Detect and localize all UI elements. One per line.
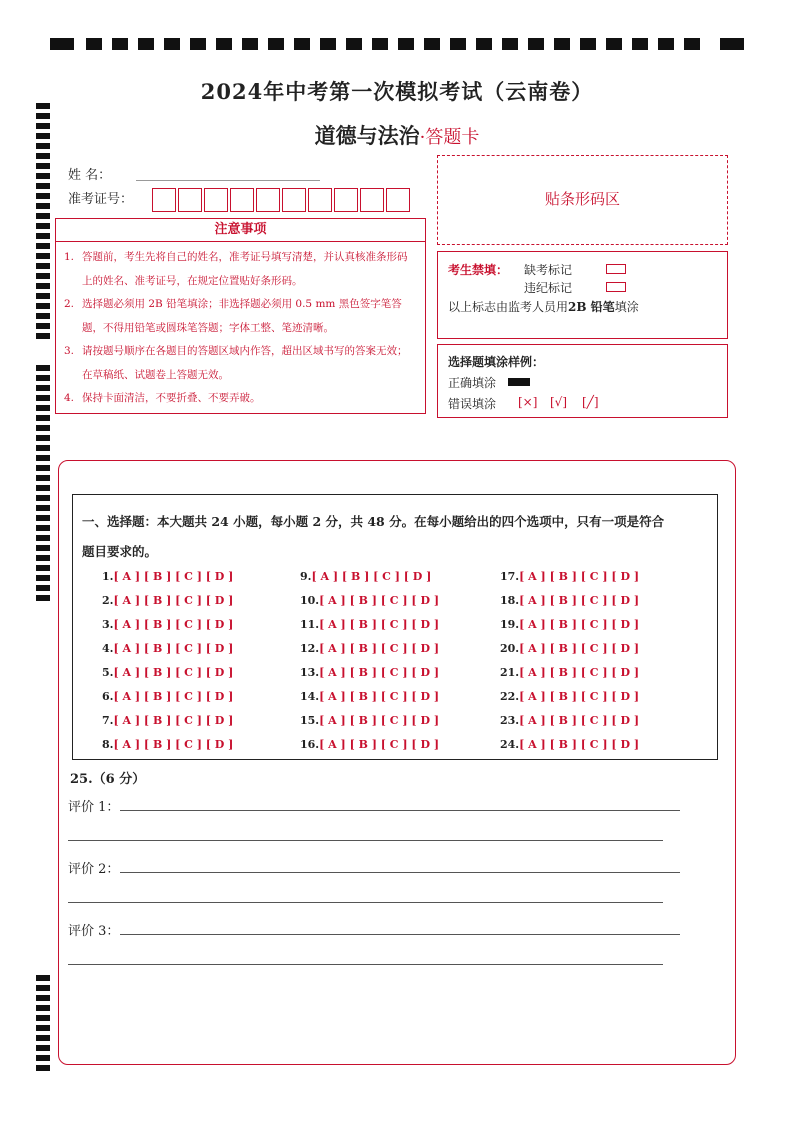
side-timing-mark — [36, 385, 50, 391]
answer-card-label: ·答题卡 — [419, 127, 480, 148]
side-timing-mark — [36, 455, 50, 461]
answer-options[interactable]: [ A ] [ B ] [ C ] [ D ] — [113, 738, 234, 751]
examiner-only-panel — [437, 251, 728, 339]
answer-line[interactable] — [120, 810, 680, 811]
side-timing-mark — [36, 975, 50, 981]
side-timing-mark — [36, 595, 50, 601]
answer-options[interactable]: [ A ] [ B ] [ C ] [ D ] — [319, 594, 440, 607]
question-number: 9. — [300, 570, 312, 583]
answer-options[interactable]: [ A ] [ B ] [ C ] [ D ] — [519, 666, 640, 679]
timing-mark — [450, 38, 466, 50]
question-number: 1. — [102, 570, 114, 583]
id-digit-box[interactable] — [204, 188, 228, 212]
side-timing-mark — [36, 375, 50, 381]
timing-mark — [528, 38, 544, 50]
barcode-area: 贴条形码区 — [437, 155, 728, 245]
side-timing-mark — [36, 495, 50, 501]
note-text: 选择题必须用 2B 铅笔填涂；非选择题必须用 0.5 mm 黑色签字笔答题，不得用铅笔或圆珠笔答题；字体工整、笔迹清晰。 — [82, 298, 402, 334]
timing-mark — [632, 38, 648, 50]
mc-question-row[interactable] — [500, 714, 639, 727]
note-item — [64, 246, 417, 293]
side-timing-mark — [36, 213, 50, 219]
mc-question-row[interactable] — [102, 570, 233, 583]
side-timing-mark — [36, 163, 50, 169]
mc-question-row[interactable] — [102, 666, 233, 679]
mc-question-row[interactable] — [102, 738, 233, 751]
side-timing-mark — [36, 985, 50, 991]
violation-mark-box[interactable] — [606, 282, 626, 292]
mc-question-row[interactable] — [500, 594, 639, 607]
notes-heading: 注意事项 — [56, 219, 425, 242]
question-number: 8. — [102, 738, 114, 751]
side-timing-mark — [36, 1045, 50, 1051]
side-timing-mark — [36, 173, 50, 179]
correct-fill-mark — [508, 378, 530, 386]
side-timing-mark — [36, 243, 50, 249]
mc-question-row[interactable] — [500, 738, 639, 751]
note-item — [64, 387, 417, 411]
side-timing-mark — [36, 193, 50, 199]
note-text: 答题前，考生先将自己的姓名，准考证号填写清楚，并认真核准条形码上的姓名、准考证号，在规定位置贴好条形码。 — [82, 251, 408, 287]
mc-question-row[interactable] — [102, 714, 233, 727]
name-label: 姓 名： — [68, 168, 112, 183]
answer-options[interactable]: [ A ] [ B ] [ C ] [ D ] — [519, 570, 640, 583]
id-digit-box[interactable] — [360, 188, 384, 212]
side-timing-mark — [36, 415, 50, 421]
timing-mark — [372, 38, 388, 50]
evaluation-label: 评价 1： — [68, 800, 120, 815]
side-timing-mark — [36, 293, 50, 299]
side-timing-mark — [36, 525, 50, 531]
side-timing-mark — [36, 153, 50, 159]
question-number: 17. — [500, 570, 520, 583]
mc-question-row[interactable] — [300, 666, 439, 679]
timing-mark — [606, 38, 622, 50]
side-timing-mark — [36, 1005, 50, 1011]
mc-instruction-line1: 一、选择题：本大题共 24 小题，每小题 2 分，共 48 分。在每小题给出的四个选项中，只有一项是符合 — [82, 514, 665, 529]
answer-options[interactable]: [ A ] [ B ] [ C ] [ D ] — [519, 738, 640, 751]
timing-mark — [346, 38, 362, 50]
mc-question-row[interactable] — [102, 594, 233, 607]
mc-question-row[interactable] — [102, 642, 233, 655]
timing-mark — [658, 38, 674, 50]
side-timing-mark — [36, 475, 50, 481]
side-timing-mark — [36, 515, 50, 521]
answer-options[interactable]: [ A ] [ B ] [ C ] [ D ] — [319, 666, 440, 679]
note-number: 1. — [64, 251, 75, 263]
question-number: 13. — [300, 666, 320, 679]
side-timing-mark — [36, 505, 50, 511]
id-number-boxes[interactable] — [152, 188, 412, 212]
question-number: 5. — [102, 666, 114, 679]
evaluation-label: 评价 3： — [68, 924, 120, 939]
side-timing-mark — [36, 465, 50, 471]
side-timing-mark — [36, 113, 50, 119]
answer-line[interactable] — [68, 840, 663, 841]
side-timing-mark — [36, 233, 50, 239]
mc-question-row[interactable] — [500, 690, 639, 703]
id-digit-box[interactable] — [386, 188, 410, 212]
timing-mark — [502, 38, 518, 50]
timing-mark — [294, 38, 310, 50]
wrong-mark-1: [×] — [518, 395, 538, 409]
id-digit-box[interactable] — [282, 188, 306, 212]
mc-question-row[interactable] — [500, 642, 639, 655]
subject-title — [0, 120, 794, 150]
top-timing-marks — [50, 38, 744, 50]
mc-question-row[interactable] — [300, 570, 431, 583]
wrong-fill-label: 错误填涂 — [448, 397, 497, 411]
side-timing-mark — [36, 1035, 50, 1041]
side-timing-mark — [36, 485, 50, 491]
question-number: 14. — [300, 690, 320, 703]
timing-mark — [580, 38, 596, 50]
side-timing-mark — [36, 253, 50, 259]
id-digit-box[interactable] — [178, 188, 202, 212]
side-timing-mark — [36, 585, 50, 591]
side-timing-mark — [36, 535, 50, 541]
side-timing-mark — [36, 323, 50, 329]
side-timing-mark — [36, 313, 50, 319]
question-number: 4. — [102, 642, 114, 655]
answer-options[interactable]: [ A ] [ B ] [ C ] [ D ] — [113, 666, 234, 679]
fill-sample-panel — [437, 344, 728, 418]
notes-panel — [55, 218, 426, 414]
timing-mark — [720, 38, 744, 50]
id-digit-box[interactable] — [334, 188, 358, 212]
wrong-mark-3: [╱] — [582, 395, 599, 409]
note-number: 2. — [64, 298, 75, 310]
question-number: 15. — [300, 714, 320, 727]
side-timing-mark — [36, 333, 50, 339]
side-timing-mark — [36, 203, 50, 209]
mc-question-row[interactable] — [102, 690, 233, 703]
timing-mark — [684, 38, 700, 50]
mc-question-row[interactable] — [500, 618, 639, 631]
id-digit-box[interactable] — [308, 188, 332, 212]
id-digit-box[interactable] — [152, 188, 176, 212]
question-number: 23. — [500, 714, 520, 727]
answer-options[interactable]: [ A ] [ B ] [ C ] [ D ] — [311, 570, 432, 583]
forbid-note-suffix: 填涂 — [614, 300, 639, 314]
side-timing-mark — [36, 575, 50, 581]
side-timing-mark — [36, 183, 50, 189]
answer-options[interactable]: [ A ] [ B ] [ C ] [ D ] — [519, 642, 640, 655]
violation-mark-label: 违纪标记 — [524, 281, 573, 295]
side-timing-mark — [36, 365, 50, 371]
side-timing-mark — [36, 995, 50, 1001]
side-timing-mark — [36, 435, 50, 441]
side-timing-mark — [36, 1025, 50, 1031]
note-item — [64, 340, 417, 387]
mc-instruction-line2: 题目要求的。 — [82, 544, 158, 559]
mc-question-row[interactable] — [500, 666, 639, 679]
note-number: 4. — [64, 392, 75, 404]
answer-line[interactable] — [120, 934, 680, 935]
question-number: 24. — [500, 738, 520, 751]
wrong-mark-2: [√] — [550, 395, 568, 409]
timing-mark — [424, 38, 440, 50]
answer-options[interactable]: [ A ] [ B ] [ C ] [ D ] — [113, 594, 234, 607]
side-timing-mark — [36, 1065, 50, 1071]
timing-mark — [268, 38, 284, 50]
timing-mark — [190, 38, 206, 50]
absent-mark-label: 缺考标记 — [524, 263, 573, 277]
correct-fill-label: 正确填涂 — [448, 376, 497, 390]
timing-mark — [242, 38, 258, 50]
sample-title: 选择题填涂样例： — [448, 355, 545, 369]
mc-question-row[interactable] — [102, 618, 233, 631]
side-timing-mark — [36, 273, 50, 279]
side-timing-mark — [36, 395, 50, 401]
timing-mark — [112, 38, 128, 50]
timing-mark — [216, 38, 232, 50]
answer-line[interactable] — [120, 872, 680, 873]
side-timing-mark — [36, 263, 50, 269]
side-timing-mark — [36, 405, 50, 411]
question-number: 19. — [500, 618, 520, 631]
answer-line[interactable] — [68, 964, 663, 965]
answer-options[interactable]: [ A ] [ B ] [ C ] [ D ] — [319, 690, 440, 703]
timing-mark — [554, 38, 570, 50]
answer-options[interactable]: [ A ] [ B ] [ C ] [ D ] — [113, 642, 234, 655]
answer-options[interactable]: [ A ] [ B ] [ C ] [ D ] — [319, 618, 440, 631]
side-timing-mark — [36, 445, 50, 451]
note-text: 请按题号顺序在各题目的答题区域内作答，超出区域书写的答案无效；在草稿纸、试题卷上答题无效。 — [82, 345, 408, 381]
side-timing-mark — [36, 565, 50, 571]
answer-options[interactable]: [ A ] [ B ] [ C ] [ D ] — [319, 642, 440, 655]
timing-mark — [138, 38, 154, 50]
answer-options[interactable]: [ A ] [ B ] [ C ] [ D ] — [319, 714, 440, 727]
forbid-note — [448, 298, 639, 315]
question-number: 20. — [500, 642, 520, 655]
id-digit-box[interactable] — [256, 188, 280, 212]
timing-mark — [476, 38, 492, 50]
answer-options[interactable]: [ A ] [ B ] [ C ] [ D ] — [113, 714, 234, 727]
exam-title: 2024年中考第一次模拟考试（云南卷） — [200, 79, 594, 104]
side-timing-mark — [36, 303, 50, 309]
answer-options[interactable]: [ A ] [ B ] [ C ] [ D ] — [319, 738, 440, 751]
side-timing-mark — [36, 555, 50, 561]
question-number: 11. — [300, 618, 320, 631]
answer-line[interactable] — [68, 902, 663, 903]
question-number: 10. — [300, 594, 320, 607]
notes-list — [56, 242, 425, 411]
timing-mark — [320, 38, 336, 50]
question-number: 16. — [300, 738, 320, 751]
side-timing-mark — [36, 1055, 50, 1061]
question-number: 22. — [500, 690, 520, 703]
mc-question-row[interactable] — [300, 738, 439, 751]
timing-mark — [398, 38, 414, 50]
forbid-label: 考生禁填： — [448, 263, 509, 277]
answer-options[interactable]: [ A ] [ B ] [ C ] [ D ] — [113, 618, 234, 631]
side-timing-mark — [36, 545, 50, 551]
answer-options[interactable]: [ A ] [ B ] [ C ] [ D ] — [113, 570, 234, 583]
absent-mark-box[interactable] — [606, 264, 626, 274]
mc-question-row[interactable] — [300, 642, 439, 655]
side-timing-mark — [36, 223, 50, 229]
question-number: 21. — [500, 666, 520, 679]
mc-question-row[interactable] — [300, 714, 439, 727]
forbid-note-prefix: 以上标志由监考人员用 — [448, 300, 569, 314]
question-number: 7. — [102, 714, 114, 727]
name-field[interactable] — [136, 180, 320, 181]
forbid-note-bold: 2B 铅笔 — [568, 300, 615, 314]
side-timing-mark — [36, 425, 50, 431]
q25-title: 25.（6 分） — [70, 772, 146, 787]
timing-mark — [164, 38, 180, 50]
question-number: 12. — [300, 642, 320, 655]
question-number: 3. — [102, 618, 114, 631]
answer-options[interactable]: [ A ] [ B ] [ C ] [ D ] — [113, 690, 234, 703]
note-text: 保持卡面清洁，不要折叠、不要弄破。 — [82, 392, 261, 404]
answer-options[interactable]: [ A ] [ B ] [ C ] [ D ] — [519, 690, 640, 703]
mc-question-row[interactable] — [300, 618, 439, 631]
evaluation-label: 评价 2： — [68, 862, 120, 877]
question-number: 6. — [102, 690, 114, 703]
question-number: 2. — [102, 594, 114, 607]
id-label: 准考证号： — [68, 192, 134, 207]
side-timing-mark — [36, 283, 50, 289]
mc-question-row[interactable] — [300, 690, 439, 703]
mc-question-row[interactable] — [500, 570, 639, 583]
side-timing-mark — [36, 1015, 50, 1021]
subject-name: 道德与法治 — [314, 123, 420, 148]
mc-question-row[interactable] — [300, 594, 439, 607]
id-digit-box[interactable] — [230, 188, 254, 212]
note-number: 3. — [64, 345, 75, 357]
answer-options[interactable]: [ A ] [ B ] [ C ] [ D ] — [519, 714, 640, 727]
timing-mark — [86, 38, 102, 50]
note-item — [64, 293, 417, 340]
answer-options[interactable]: [ A ] [ B ] [ C ] [ D ] — [519, 594, 640, 607]
question-number: 18. — [500, 594, 520, 607]
answer-options[interactable]: [ A ] [ B ] [ C ] [ D ] — [519, 618, 640, 631]
timing-mark — [50, 38, 74, 50]
